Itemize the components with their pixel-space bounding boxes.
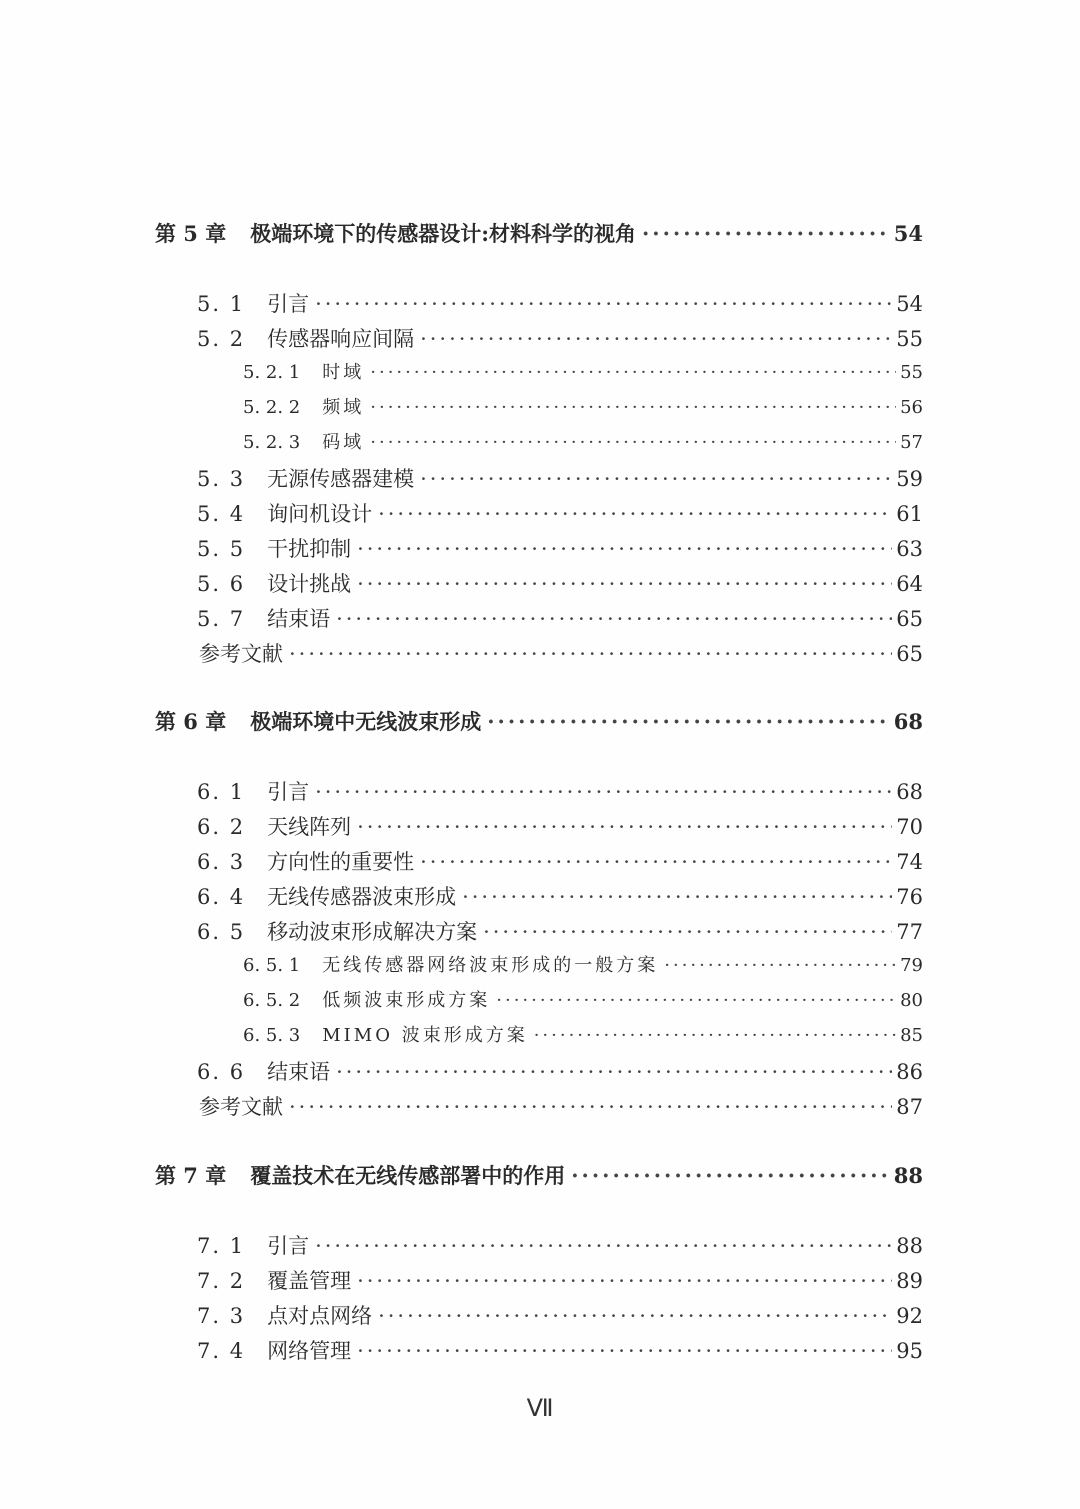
toc-entry-number: 5. 3 xyxy=(197,467,246,491)
toc-subsection-entry[interactable] xyxy=(243,428,923,454)
toc-section-entry[interactable] xyxy=(197,533,923,563)
toc-section-entry[interactable] xyxy=(197,1056,923,1086)
toc-entry-title: 天线阵列 xyxy=(267,815,352,839)
toc-section-entry[interactable] xyxy=(197,881,923,911)
toc-entry-page: 92 xyxy=(896,1304,923,1328)
toc-entry-title: 覆盖技术在无线传感部署中的作用 xyxy=(250,1163,566,1188)
toc-entry-title: MIMO 波束形成方案 xyxy=(322,1025,528,1046)
toc-section-entry[interactable] xyxy=(197,498,923,528)
dot-leader xyxy=(664,955,896,976)
toc-section-entry[interactable] xyxy=(197,776,923,806)
toc-entry-number: 6. 5. 2 xyxy=(243,990,301,1011)
toc-entry-page: 77 xyxy=(896,920,923,944)
toc-entry-page: 88 xyxy=(896,1234,923,1258)
dot-leader xyxy=(378,1304,892,1328)
dot-leader xyxy=(357,815,892,839)
toc-entry-page: 57 xyxy=(900,432,923,453)
toc-section-entry[interactable] xyxy=(197,603,923,633)
toc-entry-title: 码域 xyxy=(322,432,365,453)
toc-entry-page: 59 xyxy=(896,467,923,491)
toc-entry-page: 76 xyxy=(896,885,923,909)
toc-entry-page: 85 xyxy=(900,1025,923,1046)
toc-section-entry[interactable] xyxy=(197,568,923,598)
toc-entry-title: 设计挑战 xyxy=(267,572,352,596)
dot-leader xyxy=(378,502,892,526)
toc-entry-page: 55 xyxy=(896,327,923,351)
toc-entry-number: 7. 1 xyxy=(197,1234,246,1258)
toc-entry-number: 第 6 章 xyxy=(155,709,227,734)
toc-entry-number: 6. 5. 3 xyxy=(243,1025,301,1046)
toc-entry-title: 传感器响应间隔 xyxy=(267,327,415,351)
toc-entry-number: 6. 2 xyxy=(197,815,246,839)
toc-entry-page: 86 xyxy=(896,1060,923,1084)
dot-leader xyxy=(571,1163,890,1188)
toc-entry-title: 结束语 xyxy=(267,1060,331,1084)
toc-subsection-entry[interactable] xyxy=(243,951,923,977)
toc-entry-page: 70 xyxy=(896,815,923,839)
toc-entry-number: 第 7 章 xyxy=(155,1163,227,1188)
dot-leader xyxy=(357,537,892,561)
toc-entry-number: 5. 1 xyxy=(197,292,246,316)
dot-leader xyxy=(357,1339,892,1363)
toc-entry-number: 5. 2. 3 xyxy=(243,432,301,453)
toc-chapter-entry[interactable] xyxy=(155,1160,923,1190)
toc-entry-number: 5. 6 xyxy=(197,572,246,596)
toc-section-entry[interactable] xyxy=(197,1265,923,1295)
toc-entry-title: 低频波束形成方案 xyxy=(322,990,491,1011)
toc-entry-page: 88 xyxy=(893,1163,923,1188)
toc-entry-title: 极端环境下的传感器设计:材料科学的视角 xyxy=(250,221,636,246)
toc-subsection-entry[interactable] xyxy=(243,986,923,1012)
toc-entry-number: 6. 3 xyxy=(197,850,246,874)
toc-entry-number: 5. 2. 1 xyxy=(243,362,301,383)
dot-leader xyxy=(336,1060,892,1084)
dot-leader xyxy=(370,397,896,418)
dot-leader xyxy=(483,920,892,944)
toc-entry-page: 79 xyxy=(900,955,923,976)
toc-entry-title: 无线传感器波束形成 xyxy=(267,885,457,909)
toc-chapter-entry[interactable] xyxy=(155,706,923,736)
toc-entry-number: 6. 5. 1 xyxy=(243,955,301,976)
toc-entry-page: 65 xyxy=(896,607,923,631)
dot-leader xyxy=(487,709,890,734)
toc-entry-number: 6. 5 xyxy=(197,920,246,944)
toc-entry-number: 6. 4 xyxy=(197,885,246,909)
dot-leader xyxy=(420,327,892,351)
toc-section-entry[interactable] xyxy=(197,916,923,946)
toc-entry-number: 7. 4 xyxy=(197,1339,246,1363)
dot-leader xyxy=(357,572,892,596)
toc-entry-page: 95 xyxy=(896,1339,923,1363)
toc-subsection-entry[interactable] xyxy=(243,1021,923,1047)
toc-entry-title: 极端环境中无线波束形成 xyxy=(250,709,482,734)
toc-entry-number: 5. 7 xyxy=(197,607,246,631)
toc-entry-number: 5. 4 xyxy=(197,502,246,526)
toc-entry-title: 引言 xyxy=(267,780,310,804)
dot-leader xyxy=(462,885,892,909)
toc-section-entry[interactable] xyxy=(197,288,923,318)
toc-entry-page: 64 xyxy=(896,572,923,596)
toc-section-entry[interactable] xyxy=(197,1335,923,1365)
toc-entry-title: 引言 xyxy=(267,1234,310,1258)
toc-entry-page: 63 xyxy=(896,537,923,561)
dot-leader xyxy=(336,607,892,631)
dot-leader xyxy=(420,467,892,491)
page-number: Ⅶ xyxy=(526,1396,554,1422)
toc-entry-title: 网络管理 xyxy=(267,1339,352,1363)
toc-entry-number: 5. 5 xyxy=(197,537,246,561)
dot-leader xyxy=(289,642,892,666)
toc-entry-page: 54 xyxy=(893,221,923,246)
toc-entry-title: 方向性的重要性 xyxy=(267,850,415,874)
dot-leader xyxy=(496,990,896,1011)
toc-section-entry[interactable] xyxy=(197,1300,923,1330)
toc-entry-title: 移动波束形成解决方案 xyxy=(267,920,478,944)
toc-entry-title: 时域 xyxy=(322,362,365,383)
toc-entry-page: 54 xyxy=(896,292,923,316)
toc-entry-title: 参考文献 xyxy=(199,1095,283,1119)
toc-entry-page: 61 xyxy=(896,502,923,526)
dot-leader xyxy=(315,1234,892,1258)
dot-leader xyxy=(315,292,892,316)
toc-entry-page: 56 xyxy=(900,397,923,418)
toc-entry-page: 68 xyxy=(896,780,923,804)
toc-entry-number: 第 5 章 xyxy=(155,221,227,246)
toc-entry-number: 6. 6 xyxy=(197,1060,246,1084)
dot-leader xyxy=(289,1095,892,1119)
toc-entry-number: 5. 2 xyxy=(197,327,246,351)
toc-entry-page: 74 xyxy=(896,850,923,874)
toc-subsection-entry[interactable] xyxy=(243,393,923,419)
dot-leader xyxy=(370,362,896,383)
dot-leader xyxy=(370,432,896,453)
toc-entry-title: 询问机设计 xyxy=(267,502,373,526)
toc-entry-page: 80 xyxy=(900,990,923,1011)
toc-section-entry[interactable] xyxy=(197,1230,923,1260)
toc-entry-title: 覆盖管理 xyxy=(267,1269,352,1293)
toc-entry-title: 点对点网络 xyxy=(267,1304,373,1328)
toc-references-entry[interactable] xyxy=(199,638,923,668)
toc-references-entry[interactable] xyxy=(199,1091,923,1121)
toc-chapter-entry[interactable] xyxy=(155,218,923,248)
toc-entry-number: 5. 2. 2 xyxy=(243,397,301,418)
toc-section-entry[interactable] xyxy=(197,846,923,876)
toc-entry-title: 引言 xyxy=(267,292,310,316)
dot-leader xyxy=(357,1269,892,1293)
toc-entry-title: 无源传感器建模 xyxy=(267,467,415,491)
toc-entry-page: 87 xyxy=(896,1095,923,1119)
toc-entry-title: 无线传感器网络波束形成的一般方案 xyxy=(322,955,659,976)
toc-entry-number: 6. 1 xyxy=(197,780,246,804)
toc-subsection-entry[interactable] xyxy=(243,358,923,384)
toc-section-entry[interactable] xyxy=(197,811,923,841)
toc-section-entry[interactable] xyxy=(197,323,923,353)
toc-entry-title: 干扰抑制 xyxy=(267,537,352,561)
toc-entry-page: 68 xyxy=(893,709,923,734)
toc-entry-title: 参考文献 xyxy=(199,642,283,666)
toc-entry-page: 65 xyxy=(896,642,923,666)
toc-entry-page: 55 xyxy=(900,362,923,383)
dot-leader xyxy=(534,1025,896,1046)
dot-leader xyxy=(315,780,892,804)
toc-section-entry[interactable] xyxy=(197,463,923,493)
toc-entry-page: 89 xyxy=(896,1269,923,1293)
toc-entry-title: 结束语 xyxy=(267,607,331,631)
dot-leader xyxy=(420,850,892,874)
toc-entry-number: 7. 3 xyxy=(197,1304,246,1328)
toc-entry-title: 频域 xyxy=(322,397,365,418)
toc-entry-number: 7. 2 xyxy=(197,1269,246,1293)
dot-leader xyxy=(642,221,890,246)
